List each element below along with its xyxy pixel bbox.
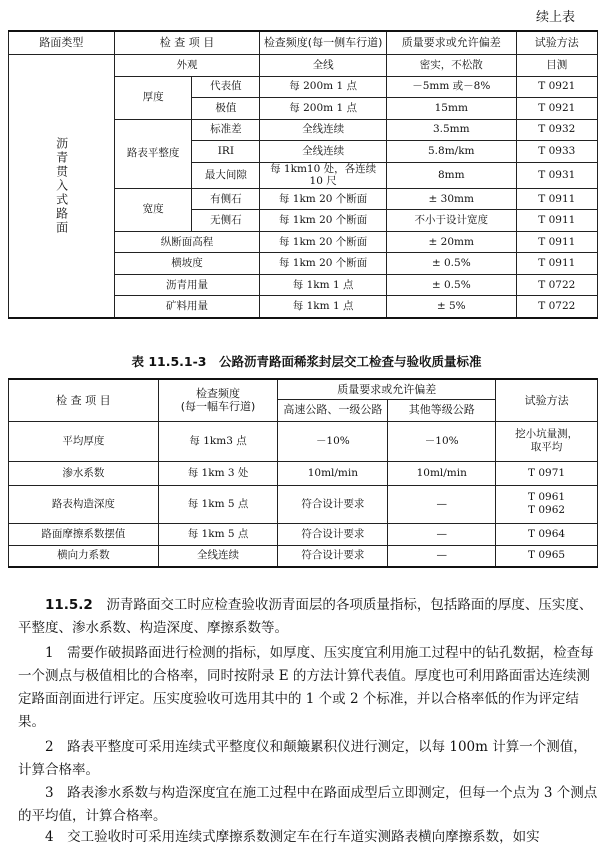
quality-cell: —	[388, 485, 496, 523]
quality-cell: 10ml/min	[388, 461, 496, 485]
freq-cell: 全线连续	[158, 545, 278, 567]
freq-cell: 全线	[260, 55, 387, 77]
pavement-type-label: 沥青贯入式路面	[54, 136, 69, 235]
quality-cell: ± 0.5%	[386, 253, 516, 275]
item-cell: 厚度	[114, 76, 192, 119]
freq-cell: 全线连续	[260, 141, 387, 163]
quality-cell: ± 0.5%	[386, 274, 516, 296]
quality-cell: ± 5%	[386, 296, 516, 318]
paragraph-3: 3 路表渗水系数与构造深度宜在施工过程中在路面成型后立即测定，但每一个点为 3 个测点的平均值，计算合格率。	[18, 785, 598, 824]
table-header-row	[9, 379, 598, 399]
item-cell: 沥青用量	[114, 274, 260, 296]
subitem-cell: 有侧石	[192, 188, 260, 210]
col-header: 试验方法	[516, 31, 597, 55]
method-cell: T 0911	[516, 231, 597, 253]
quality-cell: 符合设计要求	[278, 485, 388, 523]
col-header: 检查频度(每一侧车行道)	[260, 31, 387, 55]
method-cell: T 0964	[496, 523, 598, 545]
item-cell: 路表平整度	[114, 119, 192, 188]
col-header: 质量要求或允许偏差	[278, 379, 496, 399]
method-cell: T 0921	[516, 76, 597, 98]
method-cell: T 0932	[516, 119, 597, 141]
quality-cell: －10%	[388, 421, 496, 461]
quality-cell: －10%	[278, 421, 388, 461]
freq-cell: 每 1km 1 点	[260, 274, 387, 296]
table-row	[9, 461, 598, 485]
method-cell: T 0722	[516, 296, 597, 318]
method-cell: T 0931	[516, 162, 597, 188]
col-header: 试验方法	[496, 379, 598, 421]
method-cell: T 0933	[516, 141, 597, 163]
item-cell: 横坡度	[114, 253, 260, 275]
continued-label: 续上表	[535, 10, 575, 25]
table-header-row	[9, 31, 598, 55]
col-header: 检查频度 (每一幅车行道)	[158, 379, 278, 421]
freq-cell: 每 1km 20 个断面	[260, 253, 387, 275]
subitem-cell: 标准差	[192, 119, 260, 141]
subitem-cell: 代表值	[192, 76, 260, 98]
freq-cell: 每 1km 20 个断面	[260, 210, 387, 232]
quality-cell: —	[388, 523, 496, 545]
method-cell: T 0722	[516, 274, 597, 296]
table-row	[9, 55, 598, 77]
quality-cell: ± 30mm	[386, 188, 516, 210]
quality-cell: 15mm	[386, 98, 516, 120]
paragraph-2: 2 路表平整度可采用连续式平整度仪和颠簸累积仪进行测定，以每 100m 计算一个测值，计算合格率。	[18, 739, 587, 778]
pavement-type-cell	[9, 55, 115, 318]
item-cell: 平均厚度	[9, 421, 159, 461]
freq-cell: 每 1km3 点	[158, 421, 278, 461]
col-header: 路面类型	[9, 31, 115, 55]
quality-cell: 符合设计要求	[278, 545, 388, 567]
method-cell: T 0911	[516, 210, 597, 232]
table-row	[9, 485, 598, 523]
quality-cell: 10ml/min	[278, 461, 388, 485]
table-row	[9, 421, 598, 461]
method-cell: T 0961 T 0962	[496, 485, 598, 523]
freq-cell: 全线连续	[260, 119, 387, 141]
table-slurry-seal	[8, 378, 598, 568]
quality-cell: —	[388, 545, 496, 567]
quality-cell: 3.5mm	[386, 119, 516, 141]
freq-cell: 每 1km 5 点	[158, 523, 278, 545]
quality-cell: 5.8m/km	[386, 141, 516, 163]
paragraph-text: 沥青路面交工时应检查验收沥青面层的各项质量指标，包括路面的厚度、压实度、平整度、渗水系数、构造深度、摩擦系数等。	[18, 597, 593, 636]
method-cell: 挖小坑量测， 取平均	[496, 421, 598, 461]
freq-cell: 每 1km10 处，各连续 10 尺	[260, 162, 387, 188]
col-header: 质量要求或允许偏差	[386, 31, 516, 55]
freq-cell: 每 1km 5 点	[158, 485, 278, 523]
quality-cell: 不小于设计宽度	[386, 210, 516, 232]
method-cell: T 0911	[516, 253, 597, 275]
subitem-cell: 无侧石	[192, 210, 260, 232]
item-cell: 宽度	[114, 188, 192, 231]
method-cell: 目测	[516, 55, 597, 77]
method-cell: T 0971	[496, 461, 598, 485]
method-cell: T 0911	[516, 188, 597, 210]
table-row	[9, 523, 598, 545]
table-caption: 表 11.5.1-3 公路沥青路面稀浆封层交工检查与验收质量标准	[131, 354, 482, 369]
quality-cell: 密实，不松散	[386, 55, 516, 77]
freq-cell: 每 200m 1 点	[260, 76, 387, 98]
section-paragraph	[18, 594, 600, 640]
item-cell: 路表构造深度	[9, 485, 159, 523]
freq-cell: 每 1km 20 个断面	[260, 231, 387, 253]
item-cell: 矿料用量	[114, 296, 260, 318]
item-cell: 路面摩擦系数摆值	[9, 523, 159, 545]
col-header: 检 查 项 目	[9, 379, 159, 421]
col-header: 其他等级公路	[388, 399, 496, 421]
col-header: 检 查 项 目	[114, 31, 260, 55]
method-cell: T 0965	[496, 545, 598, 567]
subitem-cell: IRI	[192, 141, 260, 163]
item-cell: 横向力系数	[9, 545, 159, 567]
quality-cell: 8mm	[386, 162, 516, 188]
table-asphalt-penetration	[8, 30, 598, 319]
freq-cell: 每 1km 20 个断面	[260, 188, 387, 210]
item-cell: 外观	[114, 55, 260, 77]
freq-cell: 每 200m 1 点	[260, 98, 387, 120]
quality-cell: ± 20mm	[386, 231, 516, 253]
quality-cell: 符合设计要求	[278, 523, 388, 545]
item-cell: 渗水系数	[9, 461, 159, 485]
col-header: 高速公路、一级公路	[278, 399, 388, 421]
freq-cell: 每 1km 3 处	[158, 461, 278, 485]
section-number: 11.5.2	[45, 597, 93, 613]
freq-cell: 每 1km 1 点	[260, 296, 387, 318]
method-cell: T 0921	[516, 98, 597, 120]
subitem-cell: 极值	[192, 98, 260, 120]
subitem-cell: 最大间隙	[192, 162, 260, 188]
table-row	[9, 545, 598, 567]
item-cell: 纵断面高程	[114, 231, 260, 253]
quality-cell: －5mm 或－8%	[386, 76, 516, 98]
paragraph-4: 4 交工验收时可采用连续式摩擦系数测定车在行车道实测路表横向摩擦系数，如实	[45, 829, 540, 845]
paragraph-1: 1 需要作破损路面进行检测的指标，如厚度、压实度宜利用施工过程中的钻孔数据，检查每一个测点与极值相比的合格率，同时按附录 E 的方法计算代表值。厚度也可利用路面雷达连续测定路面剖面进行评定。压实度验收可选用其中的 1 个或 2 个标准，并以合格率低的作为评定结果。	[18, 645, 594, 730]
